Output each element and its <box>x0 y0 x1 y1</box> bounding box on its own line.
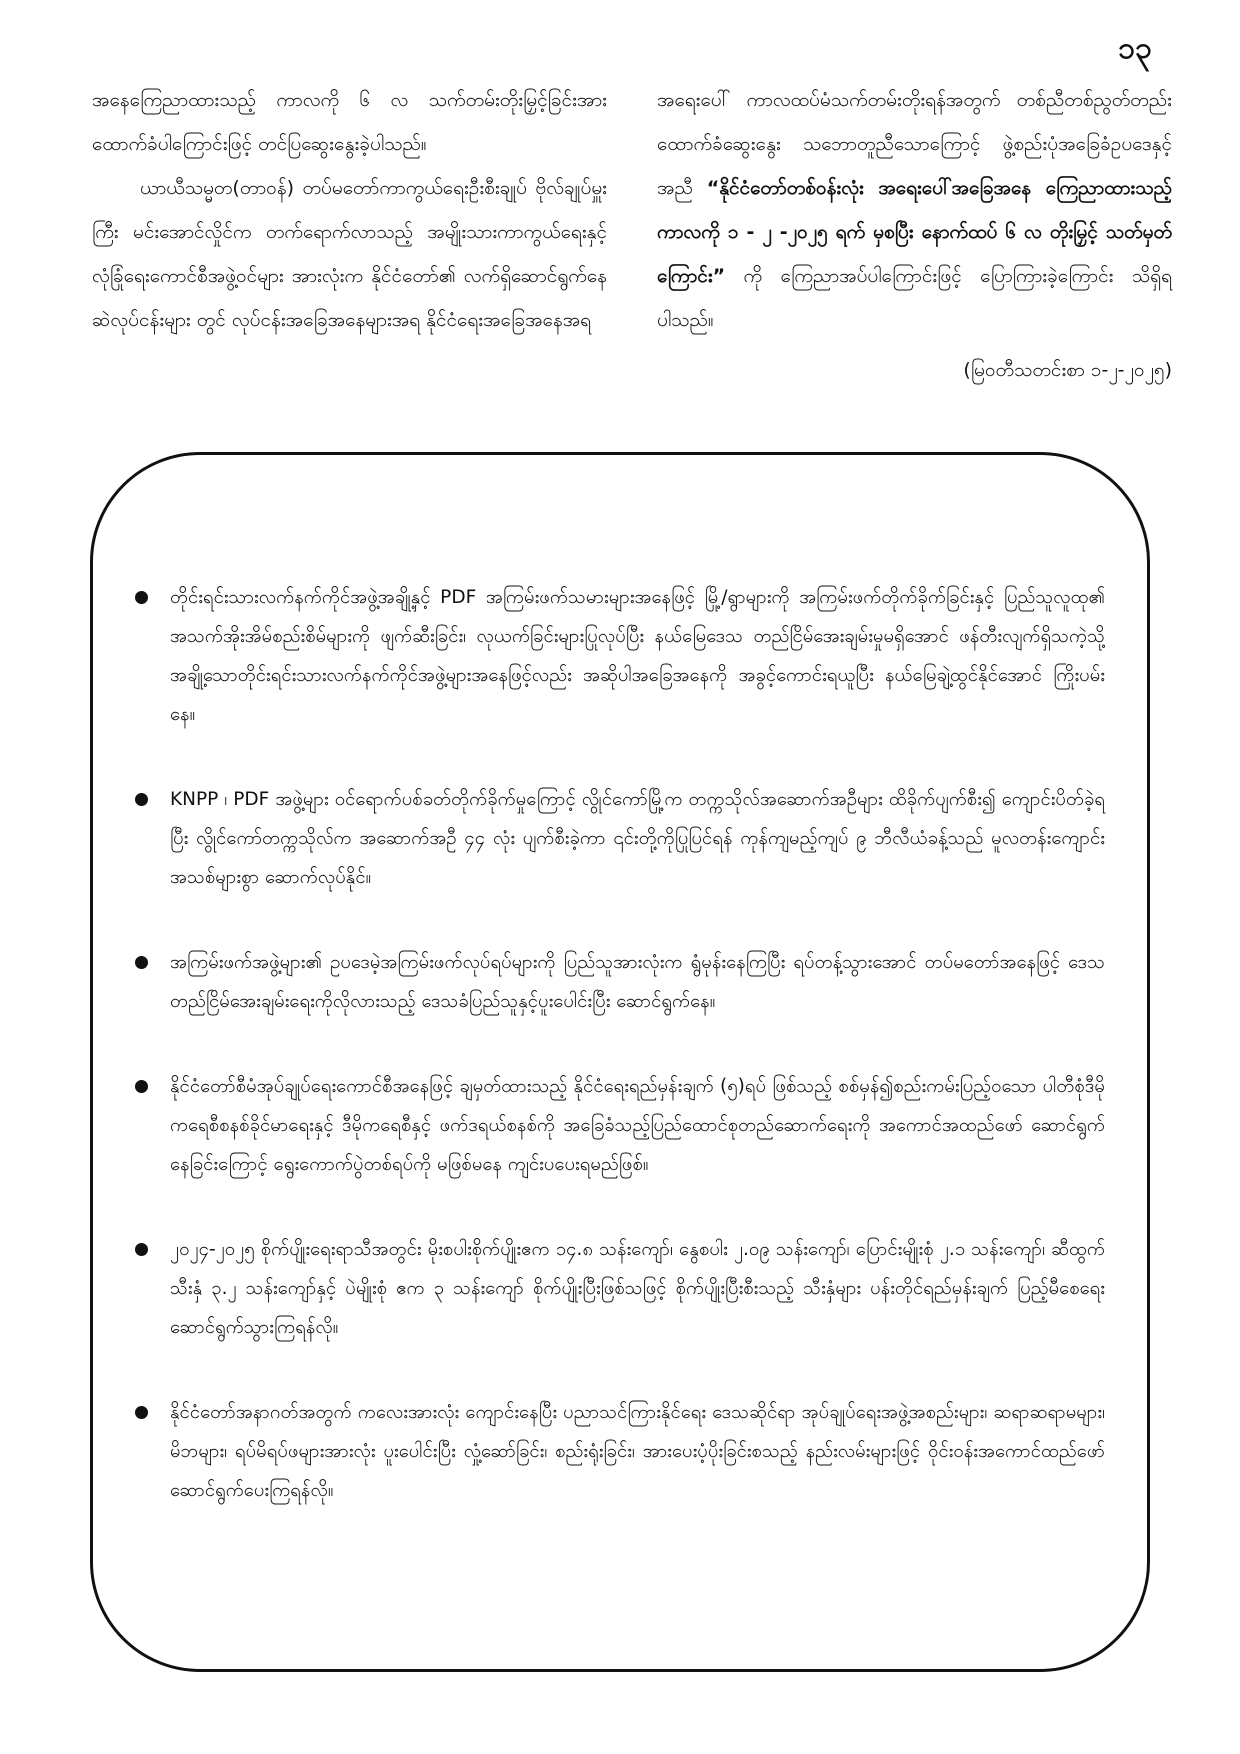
bullet-dot-icon <box>135 793 148 806</box>
right-paragraph <box>657 78 1172 342</box>
bullet-item <box>135 1393 1105 1510</box>
article-columns <box>92 78 1172 392</box>
right-text-start: အရေးပေါ် ကာလထပ်မံသက်တမ်းတိုးရန်အတွက် တစ်ညီတစ်ညွတ်တည်း ထောက်ခံဆွေးနွေး သဘောတူညီသောကြောင့် ဖွဲ့စည်းပုံအခြေခံဥပဒေနှင့်အညီ <box>657 89 1172 199</box>
right-text-end: ကို ကြေညာအပ်ပါကြောင်းဖြင့် ပြောကြားခဲ့ကြောင်း သိရှိရပါသည်။ <box>657 265 1172 331</box>
bullet-item <box>135 943 1105 1021</box>
bullet-dot-icon <box>135 591 148 604</box>
left-paragraph-1: အနေကြေညာထားသည့် ကာလကို ၆ လ သက်တမ်းတိုးမြှင့်ခြင်းအား ထောက်ခံပါကြောင်းဖြင့် တင်ပြဆွေးနွေးခဲ့ပါသည်။ <box>92 89 607 155</box>
page-number: ၁၃ <box>1118 31 1152 66</box>
bullet-text: တိုင်းရင်းသားလက်နက်ကိုင်အဖွဲ့အချို့နှင့် PDF အကြမ်းဖက်သမားများအနေဖြင့် မြို့/ရွာများကို အကြမ်းဖက်တိုက်ခိုက်ခြင်းနှင့် ပြည်သူလူထု၏ အသက်အိုးအိမ်စည်းစိမ်များကို ဖျက်ဆီးခြင်း၊ လုယက်ခြင်းများပြုလုပ်ပြီး နယ်မြေဒေသ တည်ငြိမ်အေးချမ်းမှုမရှိအောင် ဖန်တီးလျက်ရှိသကဲ့သို့ အချို့သောတိုင်းရင်းသားလက်နက်ကိုင်အဖွဲ့များအနေဖြင့်လည်း အဆိုပါအခြေအနေကို အခွင့်ကောင်းရယူပြီး နယ်မြေချဲ့ထွင်နိုင်အောင် ကြိုးပမ်းနေ။ <box>170 587 1105 725</box>
bullet-text: ၂၀၂၄-၂၀၂၅ စိုက်ပျိုးရေးရာသီအတွင်း မိုးစပါးစိုက်ပျိုးဧက ၁၄.၈ သန်းကျော်၊ နွေစပါး ၂.၀၉ သန်းကျော်၊ ပြောင်းမျိုးစုံ ၂.၁ သန်းကျော်၊ ဆီထွက်သီးနှံ ၃.၂ သန်းကျော်နှင့် ပဲမျိုးစုံ ဧက ၃ သန်းကျော် စိုက်ပျိုးပြီးဖြစ်သဖြင့် စိုက်ပျိုးပြီးစီးသည့် သီးနှံများ ပန်းတိုင်ရည်မှန်းချက် ပြည့်မီစေရေး ဆောင်ရွက်သွားကြရန်လို။ <box>170 1239 1105 1338</box>
bullet-item <box>135 780 1105 897</box>
bullet-text: နိုင်ငံတော်စီမံအုပ်ချုပ်ရေးကောင်စီအနေဖြင့် ချမှတ်ထားသည့် နိုင်ငံရေးရည်မှန်းချက် (၅)ရပ် ဖြစ်သည့် စစ်မှန်၍စည်းကမ်းပြည့်ဝသော ပါတီစုံဒီမိုကရေစီစနစ်ခိုင်မာရေးနှင့် ဒီမိုကရေစီနှင့် ဖက်ဒရယ်စနစ်ကို အခြေခံသည့်ပြည်ထောင်စုတည်ဆောက်ရေးကို အကောင်အထည်ဖော် ဆောင်ရွက်နေခြင်းကြောင့် ရွေးကောက်ပွဲတစ်ရပ်ကို မဖြစ်မနေ ကျင်းပပေးရမည်ဖြစ်။ <box>170 1076 1105 1175</box>
bullet-item <box>135 1067 1105 1184</box>
bullet-text: နိုင်ငံတော်အနာဂတ်အတွက် ကလေးအားလုံး ကျောင်းနေပြီး ပညာသင်ကြားနိုင်ရေး ဒေသဆိုင်ရာ အုပ်ချုပ်ရေးအဖွဲ့အစည်းများ၊ ဆရာဆရာမများ၊ မိဘများ၊ ရပ်မိရပ်ဖများအားလုံး ပူးပေါင်းပြီး လှုံ့ဆော်ခြင်း၊ စည်းရုံးခြင်း၊ အားပေးပံ့ပိုးခြင်းစသည့် နည်းလမ်းများဖြင့် ဝိုင်းဝန်းအကောင်ထည်ဖော် ဆောင်ရွက်ပေးကြရန်လို။ <box>170 1402 1105 1501</box>
bullet-item <box>135 1230 1105 1347</box>
left-paragraph-2: ယာယီသမ္မတ(တာဝန်) တပ်မတော်ကာကွယ်ရေးဦးစီးချုပ် ဗိုလ်ချုပ်မှူးကြီး မင်းအောင်လှိုင်က တက်ရောက်လာသည့် အမျိုးသားကာကွယ်ရေးနှင့် လုံခြုံရေးကောင်စီအဖွဲ့ဝင်များ အားလုံးက နိုင်ငံတော်၏ လက်ရှိဆောင်ရွက်နေဆဲလုပ်ငန်းများ တွင် လုပ်ငန်းအခြေအနေများအရ နိုင်ငံရေးအခြေအနေအရ <box>92 177 607 331</box>
right-column <box>657 78 1172 392</box>
bullet-list <box>135 578 1105 1556</box>
left-column <box>92 78 607 392</box>
bullet-dot-icon <box>135 1243 148 1256</box>
bullet-item <box>135 578 1105 734</box>
bullet-text: KNPP ၊ PDF အဖွဲ့များ ဝင်ရောက်ပစ်ခတ်တိုက်ခိုက်မှုကြောင့် လွိုင်ကော်မြို့က တက္ကသိုလ်အဆောက်အဦများ ထိခိုက်ပျက်စီး၍ ကျောင်းပိတ်ခဲ့ရပြီး လွိုင်ကော်တက္ကသိုလ်က အဆောက်အဦ ၄၄ လုံး ပျက်စီးခဲ့ကာ ၎င်းတို့ကိုပြုပြင်ရန် ကုန်ကျမည့်ကျပ် ၉ ဘီလီယံခန့်သည် မူလတန်းကျောင်းအသစ်များစွာ ဆောက်လုပ်နိုင်။ <box>170 789 1105 888</box>
source-citation: (မြဝတီသတင်းစာ ၁-၂-၂၀၂၅) <box>963 359 1172 381</box>
right-bold-quote: “နိုင်ငံတော်တစ်ဝန်းလုံး အရေးပေါ်အခြေအနေ ကြေညာထားသည့်ကာလကို ၁ - ၂ -၂၀၂၅ ရက် မှစပြီး နောက်ထပ် ၆ လ တိုးမြှင့် သတ်မှတ်ကြောင်း” <box>657 177 1172 287</box>
bullet-dot-icon <box>135 1406 148 1419</box>
bullet-dot-icon <box>135 956 148 969</box>
bullet-dot-icon <box>135 1080 148 1093</box>
bullet-text: အကြမ်းဖက်အဖွဲ့များ၏ ဥပဒေမဲ့အကြမ်းဖက်လုပ်ရပ်များကို ပြည်သူအားလုံးက ရွံမုန်းနေကြပြီး ရပ်တန့်သွားအောင် တပ်မတော်အနေဖြင့် ဒေသတည်ငြိမ်အေးချမ်းရေးကိုလိုလားသည့် ဒေသခံပြည်သူနှင့်ပူးပေါင်းပြီး ဆောင်ရွက်နေ။ <box>170 952 1105 1012</box>
